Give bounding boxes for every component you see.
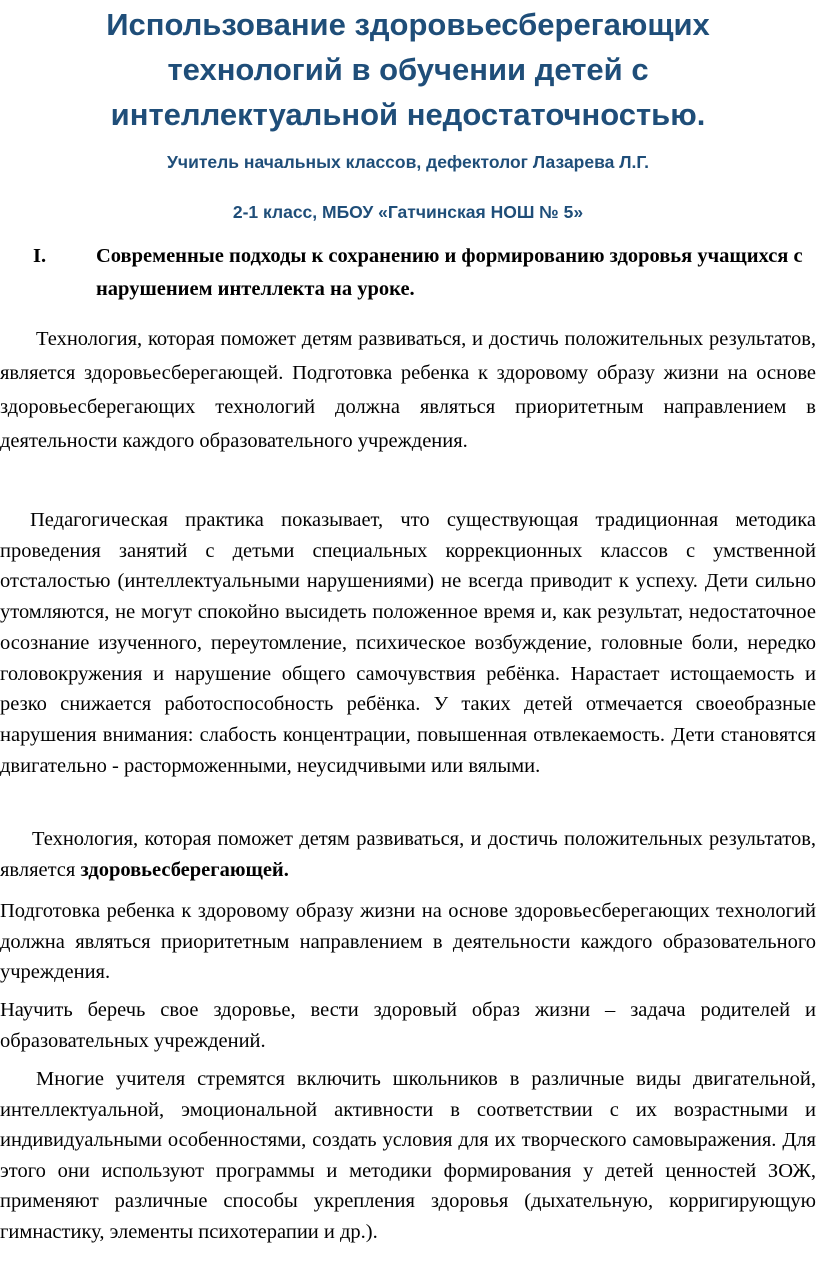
- school-line: 2-1 класс, МБОУ «Гатчинская НОШ № 5»: [232, 202, 584, 222]
- paragraph-5: Научить беречь свое здоровье, вести здоровый образ жизни – задача родителей и образовательных учреждений.: [0, 999, 816, 1052]
- author-line: Учитель начальных классов, дефектолог Лазарева Л.Г.: [167, 152, 649, 172]
- paragraph-3: [0, 824, 816, 885]
- paragraph-4: Подготовка ребенка к здоровому образу жизни на основе здоровьесберегающих технологий должна являться приоритетным направлением в деятельности каждого образовательного учреждения.: [0, 900, 816, 983]
- paragraph-3-text: Технология, которая поможет детям развиваться, и достичь положительных результатов, является: [0, 828, 816, 881]
- paragraph-6: Многие учителя стремятся включить школьников в различные виды двигательной, интеллектуальной, эмоциональной активности в соответствии с их возрастными и индивидуальными особенностями, создать условия для их творческого самовыражения. Для этого они используют программы и методики формирования у детей ценностей ЗОЖ, применяют различные способы укрепления здоровья (дыхательную, корригирующую гимнастику, элементы психотерапии и др.).: [0, 1068, 816, 1243]
- document-title: Использование здоровьесберегающих технологий в обучении детей с интеллектуальной недостаточностью.: [106, 7, 710, 132]
- paragraph-3-bold: здоровьесберегающей.: [80, 858, 289, 881]
- paragraph-1: Технология, которая поможет детям развиваться, и достичь положительных результатов, является здоровьесберегающей. Подготовка ребенка к здоровому образу жизни на основе здоровьесберегающих технологий должна являться приоритетным направлением в деятельности каждого образовательного учреждения.: [0, 328, 816, 452]
- section-heading-text: Современные подходы к сохранению и формированию здоровья учащихся с нарушением интеллекта на уроке.: [96, 245, 803, 300]
- section-number: I.: [33, 245, 47, 267]
- paragraph-2: Педагогическая практика показывает, что существующая традиционная методика проведения занятий с детьми специальных коррекционных классов с умственной отсталостью (интеллектуальными нарушениями) не всегда приводит к успеху. Дети сильно утомляются, не могут спокойно высидеть положенное время и, как результат, недостаточное осознание изученного, переутомление, психическое возбуждение, головные боли, нередко головокружения и нарушение общего самочувствия ребёнка. Нарастает истощаемость и резко снижается работоспособность ребёнка. У таких детей отмечается своеобразные нарушения внимания: слабость концентрации, повышенная отвлекаемость. Дети становятся двигательно - расторможенными, неусидчивыми или вялыми.: [0, 509, 816, 777]
- section-heading: [33, 240, 816, 306]
